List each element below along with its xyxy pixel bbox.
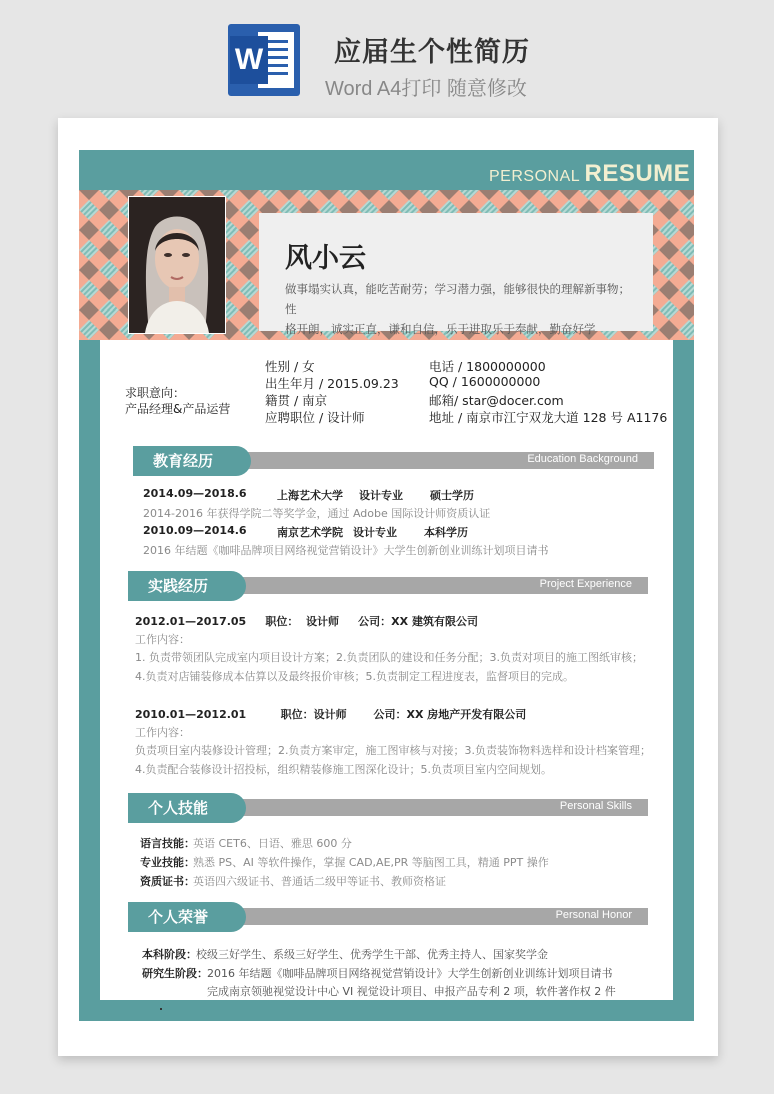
honor-2-label: 研究生阶段： bbox=[142, 967, 208, 980]
info-gender: 性别 / 女 bbox=[265, 359, 315, 374]
edu-1-period: 2014.09—2018.6 bbox=[143, 487, 247, 500]
page-dot bbox=[160, 1008, 162, 1010]
self-description: 做事塌实认真，能吃苦耐劳；学习潜力强，能够很快的理解新事物；性 格开朗，诚实正直，谦和自信，乐于进取乐于奉献，勤奋好学 bbox=[285, 282, 630, 336]
info-birth: 出生年月 / 2015.09.23 bbox=[265, 376, 399, 391]
candidate-name: 风小云 bbox=[285, 243, 366, 274]
edu-2-degree: 本科学历 bbox=[424, 526, 468, 539]
word-icon-letter: W bbox=[230, 36, 268, 84]
job-intent: 求职意向： 产品经理&产品运营 bbox=[125, 386, 231, 416]
page-subtitle: Word A4打印 随意修改 bbox=[325, 78, 527, 100]
skills-title: 个人技能 bbox=[128, 793, 246, 823]
skill-3-value: 英语四六级证书、普通话二级甲等证书、教师资格证 bbox=[193, 875, 446, 888]
education-en-title: Education Background bbox=[527, 453, 638, 465]
experience-title: 实践经历 bbox=[128, 571, 246, 601]
honors-bar bbox=[195, 908, 648, 925]
education-bar bbox=[200, 452, 654, 469]
info-native: 籍贯 / 南京 bbox=[265, 393, 328, 408]
exp-1-label: 工作内容： bbox=[135, 633, 190, 646]
exp-1-line2: 4.负责对店铺装修成本估算以及最终报价审核；5.负责制定工程进度表，监督项目的完成。 bbox=[135, 670, 574, 683]
info-phone: 电话 / 1800000000 bbox=[429, 359, 546, 374]
edu-1-degree: 硕士学历 bbox=[430, 489, 474, 502]
personal-resume-banner: PERSONAL RESUME bbox=[489, 160, 691, 187]
skill-1-value: 英语 CET6、日语、雅思 600 分 bbox=[193, 837, 352, 850]
edu-2-period: 2010.09—2014.6 bbox=[143, 524, 247, 537]
page-header bbox=[0, 0, 774, 110]
experience-en-title: Project Experience bbox=[539, 578, 632, 590]
edu-2-major: 设计专业 bbox=[353, 526, 397, 539]
honors-title: 个人荣誉 bbox=[128, 902, 246, 932]
education-title: 教育经历 bbox=[133, 446, 251, 476]
honor-2-continuation: 完成南京领驰视觉设计中心 VI 视觉设计项目、申报产品专利 2 项，软件著作权 2 件 bbox=[207, 985, 616, 998]
skill-1-label: 语言技能： bbox=[140, 837, 195, 850]
skills-en-title: Personal Skills bbox=[559, 800, 632, 812]
exp-1-head: 2012.01—2017.05 职位： 设计师 公司：XX 建筑有限公司 bbox=[135, 615, 478, 628]
info-email: 邮箱/ star@docer.com bbox=[429, 393, 564, 408]
exp-1-line1: 1. 负责带领团队完成室内项目设计方案；2.负责团队的建设和任务分配；3.负责对项目的施工图纸审核； bbox=[135, 651, 643, 664]
edu-2-note: 2016 年结题《咖啡品牌项目网络视觉营销设计》大学生创新创业训练计划项目请书 bbox=[143, 544, 549, 557]
teal-footer-band bbox=[79, 1000, 694, 1021]
experience-bar bbox=[195, 577, 648, 594]
edu-1-major: 设计专业 bbox=[359, 489, 403, 502]
exp-2-line1: 负责项目室内装修设计管理；2.负责方案审定，施工图审核与对接；3.负责装饰物料选样和设计档案管理； bbox=[135, 744, 651, 757]
skill-3-label: 资质证书： bbox=[140, 875, 195, 888]
skills-bar bbox=[195, 799, 648, 816]
page-title: 应届生个性简历 bbox=[334, 37, 530, 68]
skill-2-label: 专业技能： bbox=[140, 856, 195, 869]
honor-1-label: 本科阶段： bbox=[142, 948, 197, 961]
info-qq: QQ / 1600000000 bbox=[429, 374, 541, 389]
edu-1-school: 上海艺术大学 bbox=[277, 489, 343, 502]
info-address: 地址 / 南京市江宁双龙大道 128 号 A1176 bbox=[429, 410, 668, 425]
exp-2-line2: 4.负责配合装修设计招投标，组织精装修施工图深化设计；5.负责项目室内空间规划。 bbox=[135, 763, 552, 776]
exp-2-head: 2010.01—2012.01 职位：设计师 公司：XX 房地产开发有限公司 bbox=[135, 708, 527, 721]
edu-1-note: 2014-2016 年获得学院二等奖学金，通过 Adobe 国际设计师资质认证 bbox=[143, 507, 491, 520]
profile-photo bbox=[128, 196, 226, 334]
exp-2-label: 工作内容： bbox=[135, 726, 190, 739]
word-document-icon bbox=[228, 24, 300, 96]
skill-2-value: 熟悉 PS、AI 等软件操作，掌握 CAD,AE,PR 等脑图工具，精通 PPT 操作 bbox=[193, 856, 549, 869]
honors-en-title: Personal Honor bbox=[555, 909, 632, 921]
info-position: 应聘职位 / 设计师 bbox=[265, 410, 365, 425]
honor-1-value: 校级三好学生、系级三好学生、优秀学生干部、优秀主持人、国家奖学金 bbox=[196, 948, 548, 961]
honor-2-value: 2016 年结题《咖啡品牌项目网络视觉营销设计》大学生创新创业训练计划项目请书 bbox=[207, 967, 613, 980]
edu-2-school: 南京艺术学院 bbox=[277, 526, 343, 539]
